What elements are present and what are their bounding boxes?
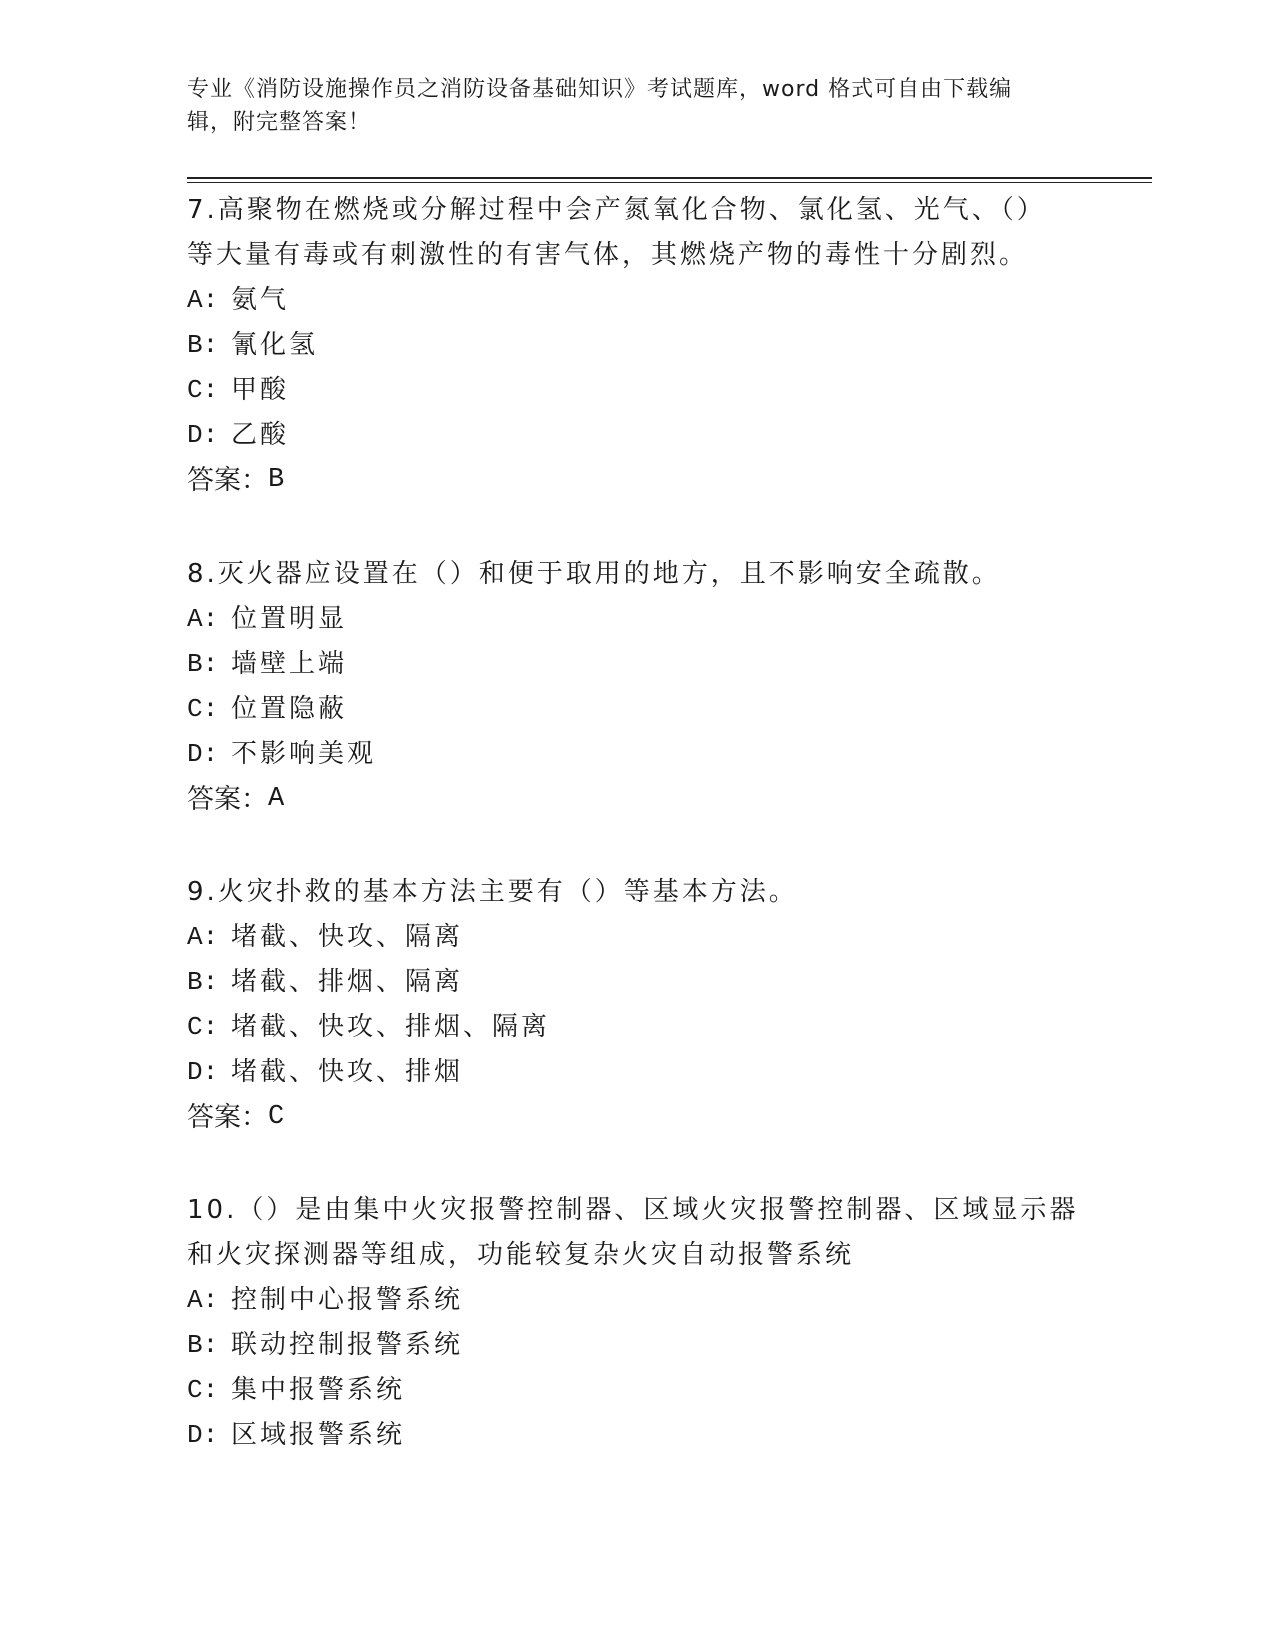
header-text-line-1: 专业《消防设施操作员之消防设备基础知识》考试题库，word 格式可自由下载编: [187, 77, 1013, 102]
option-key: D:: [187, 739, 219, 769]
option-text: 控制中心报警系统: [231, 1285, 464, 1315]
header-text-line-2: 辑，附完整答案！: [187, 110, 372, 135]
question-8: [187, 552, 1087, 822]
question-10-option-d: [187, 1413, 1087, 1458]
question-8-text-line-1: 8.灭火器应设置在（）和便于取用的地方，且不影响安全疏散。: [187, 559, 1001, 589]
option-text: 区域报警系统: [231, 1420, 406, 1450]
option-text: 堵截、快攻、排烟: [231, 1057, 464, 1087]
question-8-option-a: [187, 597, 1087, 642]
option-text: 不影响美观: [231, 739, 377, 769]
question-7-option-a: [187, 278, 1087, 323]
option-text: 联动控制报警系统: [231, 1330, 464, 1360]
option-text: 集中报警系统: [231, 1375, 406, 1405]
question-9-answer: [187, 1095, 1087, 1140]
question-8-option-d: [187, 732, 1087, 777]
question-9-text-line-1: 9.火灾扑救的基本方法主要有（）等基本方法。: [187, 877, 798, 907]
question-10-text-line-1: 10.（）是由集中火灾报警控制器、区域火灾报警控制器、区域显示器: [187, 1195, 1079, 1225]
option-text: 位置隐蔽: [231, 694, 348, 724]
option-text: 甲酸: [231, 375, 290, 405]
question-10-text-line-2: 和火灾探测器等组成，功能较复杂火灾自动报警系统: [187, 1240, 855, 1270]
question-9-option-a: [187, 915, 1087, 960]
question-8-option-b: [187, 642, 1087, 687]
answer-label: 答案：: [187, 465, 268, 496]
option-key: D:: [187, 1420, 219, 1450]
option-key: B:: [187, 649, 219, 679]
option-text: 氨气: [231, 285, 290, 315]
option-key: C:: [187, 1375, 219, 1405]
question-7-option-d: [187, 413, 1087, 458]
option-text: 位置明显: [231, 604, 348, 634]
answer-label: 答案：: [187, 784, 268, 815]
option-key: B:: [187, 330, 219, 360]
header-divider-thick: [187, 177, 1152, 179]
question-9-option-c: [187, 1005, 1087, 1050]
question-9-option-d: [187, 1050, 1087, 1095]
option-key: A:: [187, 1285, 219, 1315]
question-7-text-line-2: 等大量有毒或有刺激性的有害气体，其燃烧产物的毒性十分剧烈。: [187, 240, 1029, 270]
option-key: D:: [187, 420, 219, 450]
question-8-option-c: [187, 687, 1087, 732]
question-7-option-b: [187, 323, 1087, 368]
option-text: 堵截、快攻、排烟、隔离: [231, 1012, 551, 1042]
question-7-option-c: [187, 368, 1087, 413]
question-7: [187, 188, 1087, 503]
question-10-option-a: [187, 1278, 1087, 1323]
option-key: C:: [187, 1012, 219, 1042]
answer-label: 答案：: [187, 1102, 268, 1133]
question-7-answer: [187, 458, 1087, 503]
question-9: [187, 870, 1087, 1140]
question-10-option-c: [187, 1368, 1087, 1413]
option-key: A:: [187, 604, 219, 634]
answer-value: A: [268, 784, 285, 814]
option-key: B:: [187, 1330, 219, 1360]
question-7-text-line-1: 7.高聚物在燃烧或分解过程中会产氮氧化合物、氯化氢、光气、（）: [187, 195, 1046, 225]
option-text: 墙壁上端: [231, 649, 348, 679]
question-10-option-b: [187, 1323, 1087, 1368]
option-key: C:: [187, 375, 219, 405]
question-9-option-b: [187, 960, 1087, 1005]
option-text: 堵截、快攻、隔离: [231, 922, 464, 952]
header-divider-thin: [187, 182, 1152, 183]
option-key: C:: [187, 694, 219, 724]
option-key: A:: [187, 922, 219, 952]
question-10: [187, 1188, 1087, 1458]
answer-value: B: [268, 465, 285, 495]
option-key: A:: [187, 285, 219, 315]
option-key: D:: [187, 1057, 219, 1087]
question-8-answer: [187, 777, 1087, 822]
answer-value: C: [268, 1102, 285, 1132]
option-text: 堵截、排烟、隔离: [231, 967, 464, 997]
option-text: 氰化氢: [231, 330, 319, 360]
option-text: 乙酸: [231, 420, 290, 450]
option-key: B:: [187, 967, 219, 997]
